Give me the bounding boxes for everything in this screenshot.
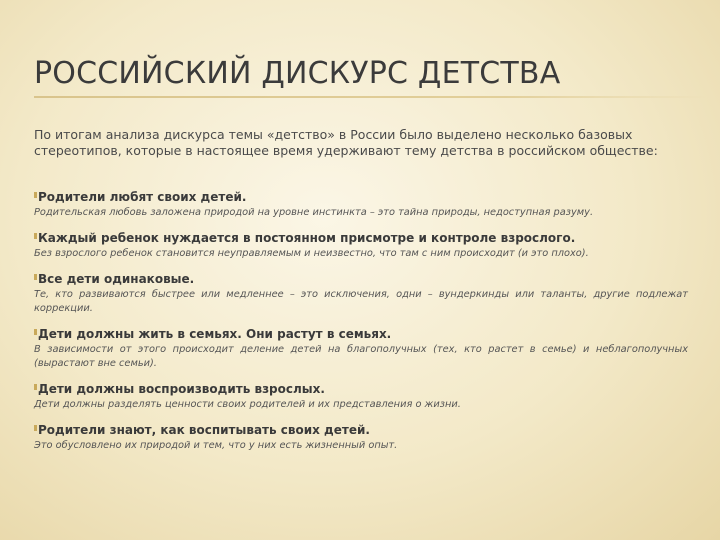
bullet-icon — [34, 274, 37, 280]
list-item — [34, 380, 688, 412]
list-item — [34, 421, 688, 453]
item-description: Это обусловлено их природой и тем, что у них есть жизненный опыт. — [34, 440, 398, 451]
item-heading: Каждый ребенок нуждается в постоянном присмотре и контроле взрослого. — [38, 231, 576, 245]
slide-title: РОССИЙСКИЙ ДИСКУРС ДЕТСТВА — [34, 56, 561, 91]
title-divider — [34, 96, 706, 98]
list-item — [34, 325, 688, 371]
list-item — [34, 188, 688, 220]
list-item — [34, 270, 688, 316]
bullet-icon — [34, 384, 37, 390]
item-description: Родительская любовь заложена природой на уровне инстинкта – это тайна природы, недоступная разуму. — [34, 207, 594, 218]
item-description: Без взрослого ребенок становится неуправляемым и неизвестно, что там с ним происходит (и это плохо). — [34, 248, 589, 259]
item-heading: Родители любят своих детей. — [38, 190, 247, 204]
item-heading: Родители знают, как воспитывать своих детей. — [38, 423, 370, 437]
item-heading: Дети должны воспроизводить взрослых. — [38, 382, 325, 396]
stereotype-list — [34, 188, 688, 462]
item-heading: Дети должны жить в семьях. Они растут в семьях. — [38, 327, 392, 341]
intro-paragraph: По итогам анализа дискурса темы «детство» в России было выделено несколько базовых стереотипов, которые в настоящее время удерживают тему детства в российском обществе: — [34, 127, 658, 158]
bullet-icon — [34, 233, 37, 239]
bullet-icon — [34, 329, 37, 335]
list-item — [34, 229, 688, 261]
item-description: В зависимости от этого происходит деление детей на благополучных (тех, кто растет в семье) и неблагополучных (вырастают вне семьи). — [34, 344, 688, 369]
bullet-icon — [34, 425, 37, 431]
bullet-icon — [34, 192, 37, 198]
item-heading: Все дети одинаковые. — [38, 272, 195, 286]
item-description: Дети должны разделять ценности своих родителей и их представления о жизни. — [34, 399, 461, 410]
item-description: Те, кто развиваются быстрее или медленнее – это исключения, одни – вундеркинды или таланты, другие подлежат коррекции. — [34, 289, 688, 314]
